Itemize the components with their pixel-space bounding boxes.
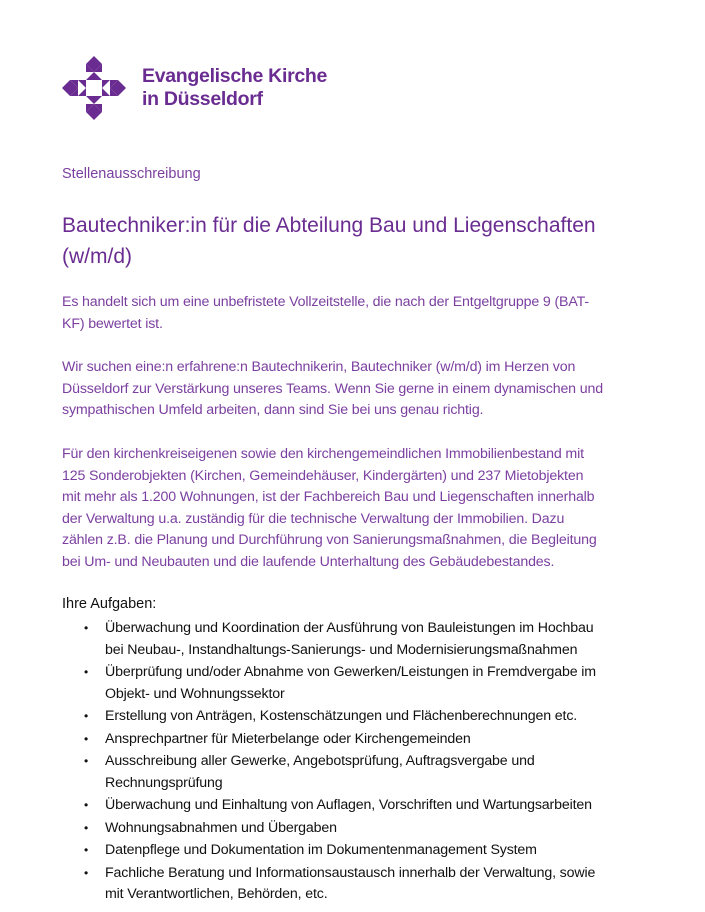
paragraph-line: Es handelt sich um eine unbefristete Vollzeitstelle, die nach der Entgeltgruppe 9 (BAT- bbox=[62, 294, 589, 310]
bullet-icon: • bbox=[84, 798, 89, 812]
bullet-icon: • bbox=[84, 731, 89, 746]
paragraph-line: bei Um- und Neubauten und die laufende Unterhaltung des Gebäudebestandes. bbox=[62, 553, 555, 570]
job-title-line2: (w/m/d) bbox=[62, 245, 132, 268]
bullet-icon: • bbox=[84, 820, 89, 835]
paragraph-line: Für den kirchenkreiseigenen sowie den kirchengemeindlichen Immobilienbestand mit bbox=[62, 446, 584, 462]
paragraph-line: der Verwaltung u.a. zuständig für die technische Verwaltung der Immobilien. Dazu bbox=[62, 510, 565, 527]
bullet-icon: • bbox=[84, 709, 89, 723]
paragraph-line: KF) bewertet ist. bbox=[62, 315, 163, 332]
paragraph-line: Düsseldorf zur Verstärkung unseres Teams. Wenn Sie gerne in einem dynamischen und bbox=[62, 380, 603, 397]
task-item bbox=[62, 863, 682, 906]
task-item-line: Objekt- und Wohnungssektor bbox=[105, 685, 285, 702]
bullet-icon: • bbox=[84, 843, 89, 857]
paragraph-line: mit mehr als 1.200 Wohnungen, ist der Fachbereich Bau und Liegenschaften innerhalb bbox=[62, 489, 595, 505]
org-name-line2: in Düsseldorf bbox=[142, 88, 263, 110]
intro-paragraph-position bbox=[62, 292, 662, 335]
org-name bbox=[142, 65, 327, 111]
bullet-icon: • bbox=[84, 754, 89, 768]
paragraph-line: sympathischen Umfeld arbeiten, dann sind Sie bei uns genau richtig. bbox=[62, 402, 484, 418]
task-item-line: bei Neubau-, Instandhaltungs-Sanierungs- und Modernisierungsmaßnahmen bbox=[105, 641, 578, 658]
task-item-line: Erstellung von Anträgen, Kostenschätzungen und Flächenberechnungen etc. bbox=[105, 708, 578, 724]
document-type-label: Stellenausschreibung bbox=[62, 166, 201, 182]
intro-paragraph-team bbox=[62, 357, 662, 422]
task-item-line: Überwachung und Koordination der Ausführung von Bauleistungen im Hochbau bbox=[105, 620, 594, 636]
task-item bbox=[62, 706, 682, 728]
bullet-icon: • bbox=[84, 621, 89, 635]
paragraph-line: 125 Sonderobjekten (Kirchen, Gemeindehäuser, Kindergärten) und 237 Mietobjekten bbox=[62, 467, 584, 484]
task-item bbox=[62, 729, 682, 751]
task-item-line: Ansprechpartner für Mieterbelange oder Kirchengemeinden bbox=[105, 730, 471, 747]
bullet-icon: • bbox=[84, 665, 89, 679]
task-item-line: mit Verantwortlichen, Behörden, etc. bbox=[105, 886, 328, 902]
bullet-icon: • bbox=[84, 865, 89, 880]
task-item-line: Überprüfung und/oder Abnahme von Gewerken/Leistungen in Fremdvergabe im bbox=[105, 664, 596, 680]
org-name-line1: Evangelische Kirche bbox=[142, 65, 328, 87]
org-logo bbox=[62, 56, 327, 120]
tasks-list bbox=[62, 618, 682, 907]
task-item bbox=[62, 818, 682, 840]
task-item-line: Überwachung und Einhaltung von Auflagen, Vorschriften und Wartungsarbeiten bbox=[105, 797, 592, 813]
tasks-heading: Ihre Aufgaben: bbox=[62, 596, 157, 612]
task-item-line: Datenpflege und Dokumentation im Dokumentenmanagement System bbox=[105, 842, 537, 858]
task-item-line: Wohnungsabnahmen und Übergaben bbox=[105, 819, 337, 836]
task-item bbox=[62, 840, 682, 862]
job-title-line1: Bautechniker:in für die Abteilung Bau und Liegenschaften bbox=[62, 214, 596, 237]
task-item bbox=[62, 662, 682, 705]
paragraph-line: Wir suchen eine:n erfahrene:n Bautechnikerin, Bautechniker (w/m/d) im Herzen von bbox=[62, 359, 576, 375]
task-item bbox=[62, 795, 682, 817]
task-item-line: Rechnungsprüfung bbox=[105, 774, 223, 791]
paragraph-line: zählen z.B. die Planung und Durchführung von Sanierungsmaßnahmen, die Begleitung bbox=[62, 532, 597, 548]
task-item-line: Ausschreibung aller Gewerke, Angebotsprüfung, Auftragsvergabe und bbox=[105, 753, 535, 769]
job-title bbox=[62, 210, 662, 272]
cross-pattern-logo-icon bbox=[62, 56, 126, 120]
task-item bbox=[62, 618, 682, 661]
task-item-line: Fachliche Beratung und Informationsaustausch innerhalb der Verwaltung, sowie bbox=[105, 864, 596, 881]
intro-paragraph-department bbox=[62, 444, 662, 573]
task-item bbox=[62, 751, 682, 794]
